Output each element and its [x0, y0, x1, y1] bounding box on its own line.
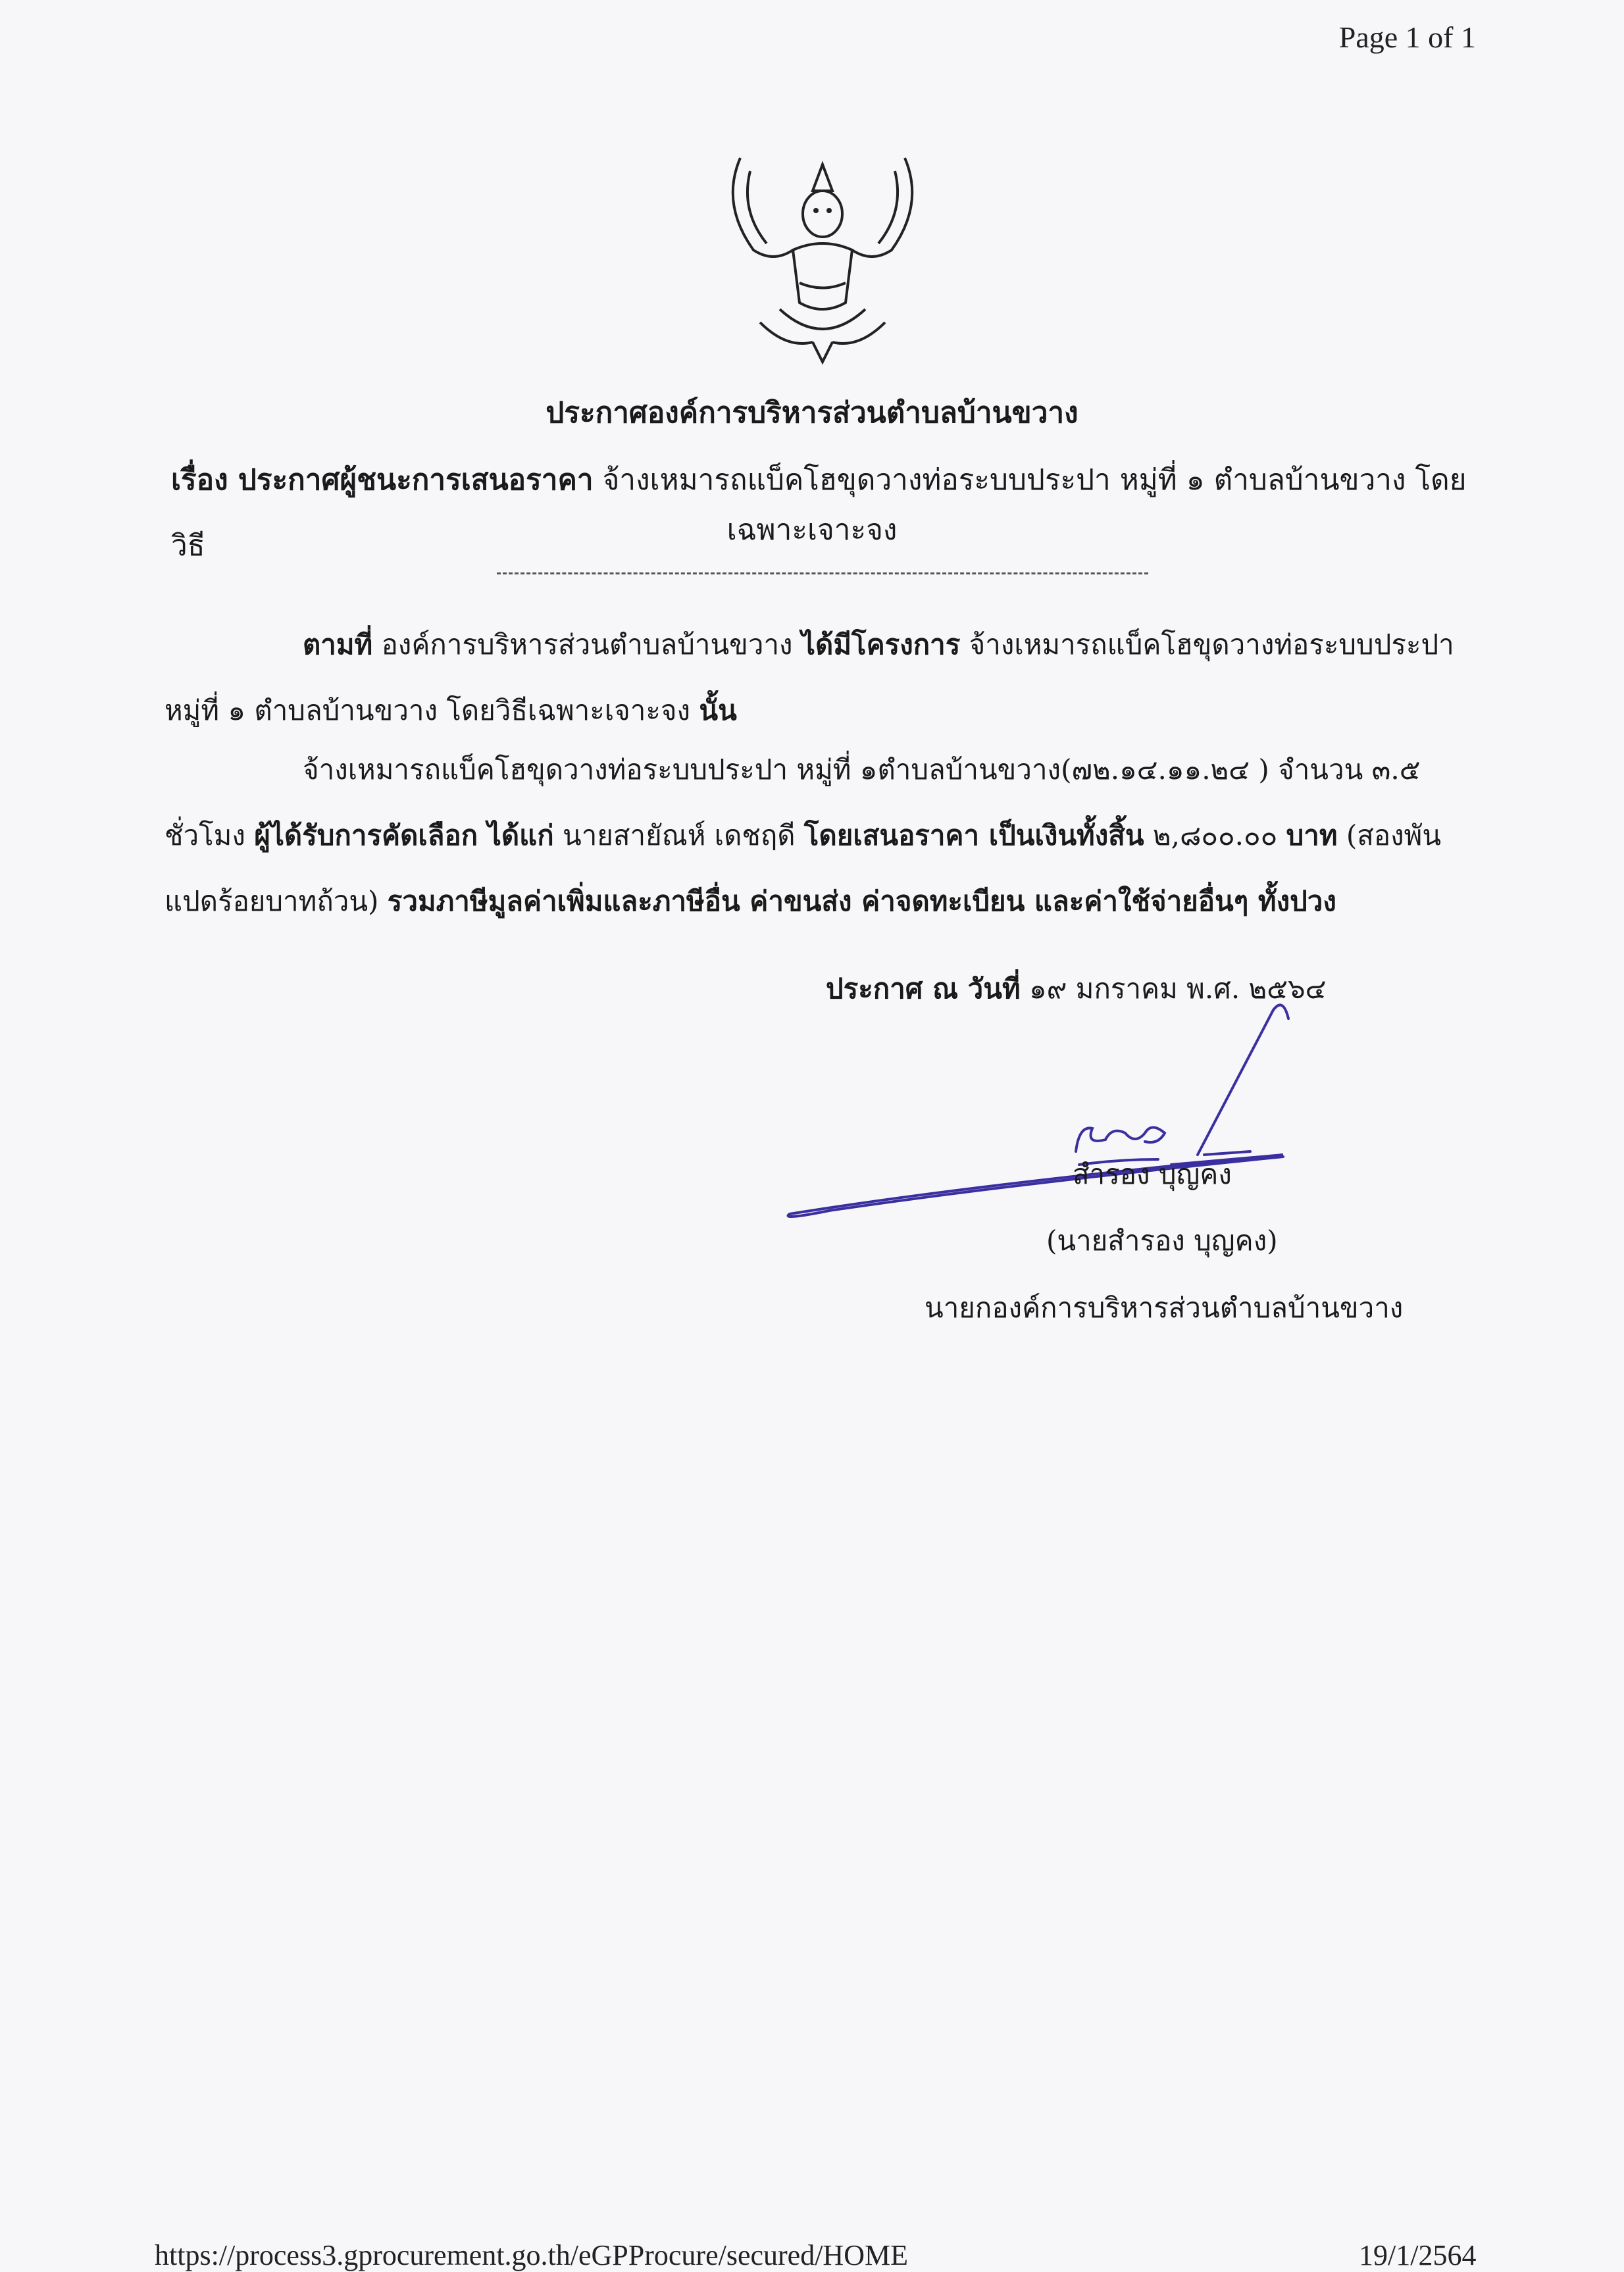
p1-tail: นั้น: [699, 694, 737, 726]
p2-selected-label: ผู้ได้รับการคัดเลือก ได้แก่: [254, 819, 554, 851]
garuda-emblem-icon: [714, 151, 931, 368]
page-number: Page 1 of 1: [1338, 20, 1476, 54]
signatory-name: สำรอง บุญคง: [1073, 1158, 1232, 1190]
p1-project: จ้างเหมารถแบ็คโฮขุดวางท่อระบบประปา หมู่ที่ ๑ ตำบลบ้านขวาง โดยวิธีเฉพาะเจาะจง: [165, 628, 1454, 726]
subject-label: เรื่อง ประกาศผู้ชนะการเสนอราคา: [171, 463, 594, 497]
handwritten-signature: [776, 987, 1369, 1237]
dashed-divider: [497, 572, 1148, 574]
p2-amount: ๒,๘๐๐.๐๐: [1144, 819, 1286, 851]
subject-text-line2: เฉพาะเจาะจง: [726, 513, 898, 547]
p2-winner: นายสายัณห์ เดชฤดี: [553, 819, 804, 851]
p2-currency: บาท: [1286, 819, 1338, 851]
p2-amount-words: (สองพันแปดร้อยบาทถ้วน): [165, 819, 1442, 917]
signatory-position: นายกองค์การบริหารส่วนตำบลบ้านขวาง: [925, 1292, 1404, 1324]
p2-inclusive: รวมภาษีมูลค่าเพิ่มและภาษีอื่น ค่าขนส่ง ค่าจดทะเบียน และค่าใช้จ่ายอื่นๆ ทั้งปวง: [387, 885, 1336, 917]
paragraph-award: [165, 737, 1481, 934]
subject-text: จ้างเหมารถแบ็คโฮขุดวางท่อระบบประปา หมู่ที่ ๑ ตำบลบ้านขวาง โดยวิธี: [171, 463, 1467, 563]
footer-url: https://process3.gprocurement.go.th/eGPProcure/secured/HOME: [155, 2239, 908, 2271]
p1-org: องค์การบริหารส่วนตำบลบ้านขวาง: [372, 628, 801, 661]
p1-lead: ตามที่: [303, 628, 373, 661]
date-label: ประกาศ ณ วันที่: [826, 972, 1021, 1005]
signatory-full-name: (นายสำรอง บุญคง): [1046, 1224, 1278, 1257]
footer-date: 19/1/2564: [1359, 2239, 1477, 2271]
date-value: ๑๙ มกราคม พ.ศ. ๒๕๖๔: [1020, 972, 1327, 1005]
organization-title: ประกาศองค์การบริหารส่วนตำบลบ้านขวาง: [546, 396, 1078, 430]
p2-bid-label: โดยเสนอราคา เป็นเงินทั้งสิ้น: [803, 819, 1144, 851]
p2-item: จ้างเหมารถแบ็คโฮขุดวางท่อระบบประปา หมู่ที่ ๑ตำบลบ้านขวาง(๗๒.๑๔.๑๑.๒๔ ) จำนวน ๓.๕ ชั่วโมง: [165, 753, 1421, 851]
paragraph-intro: [165, 612, 1481, 744]
p1-has-project: ได้มีโครงการ: [801, 628, 961, 661]
